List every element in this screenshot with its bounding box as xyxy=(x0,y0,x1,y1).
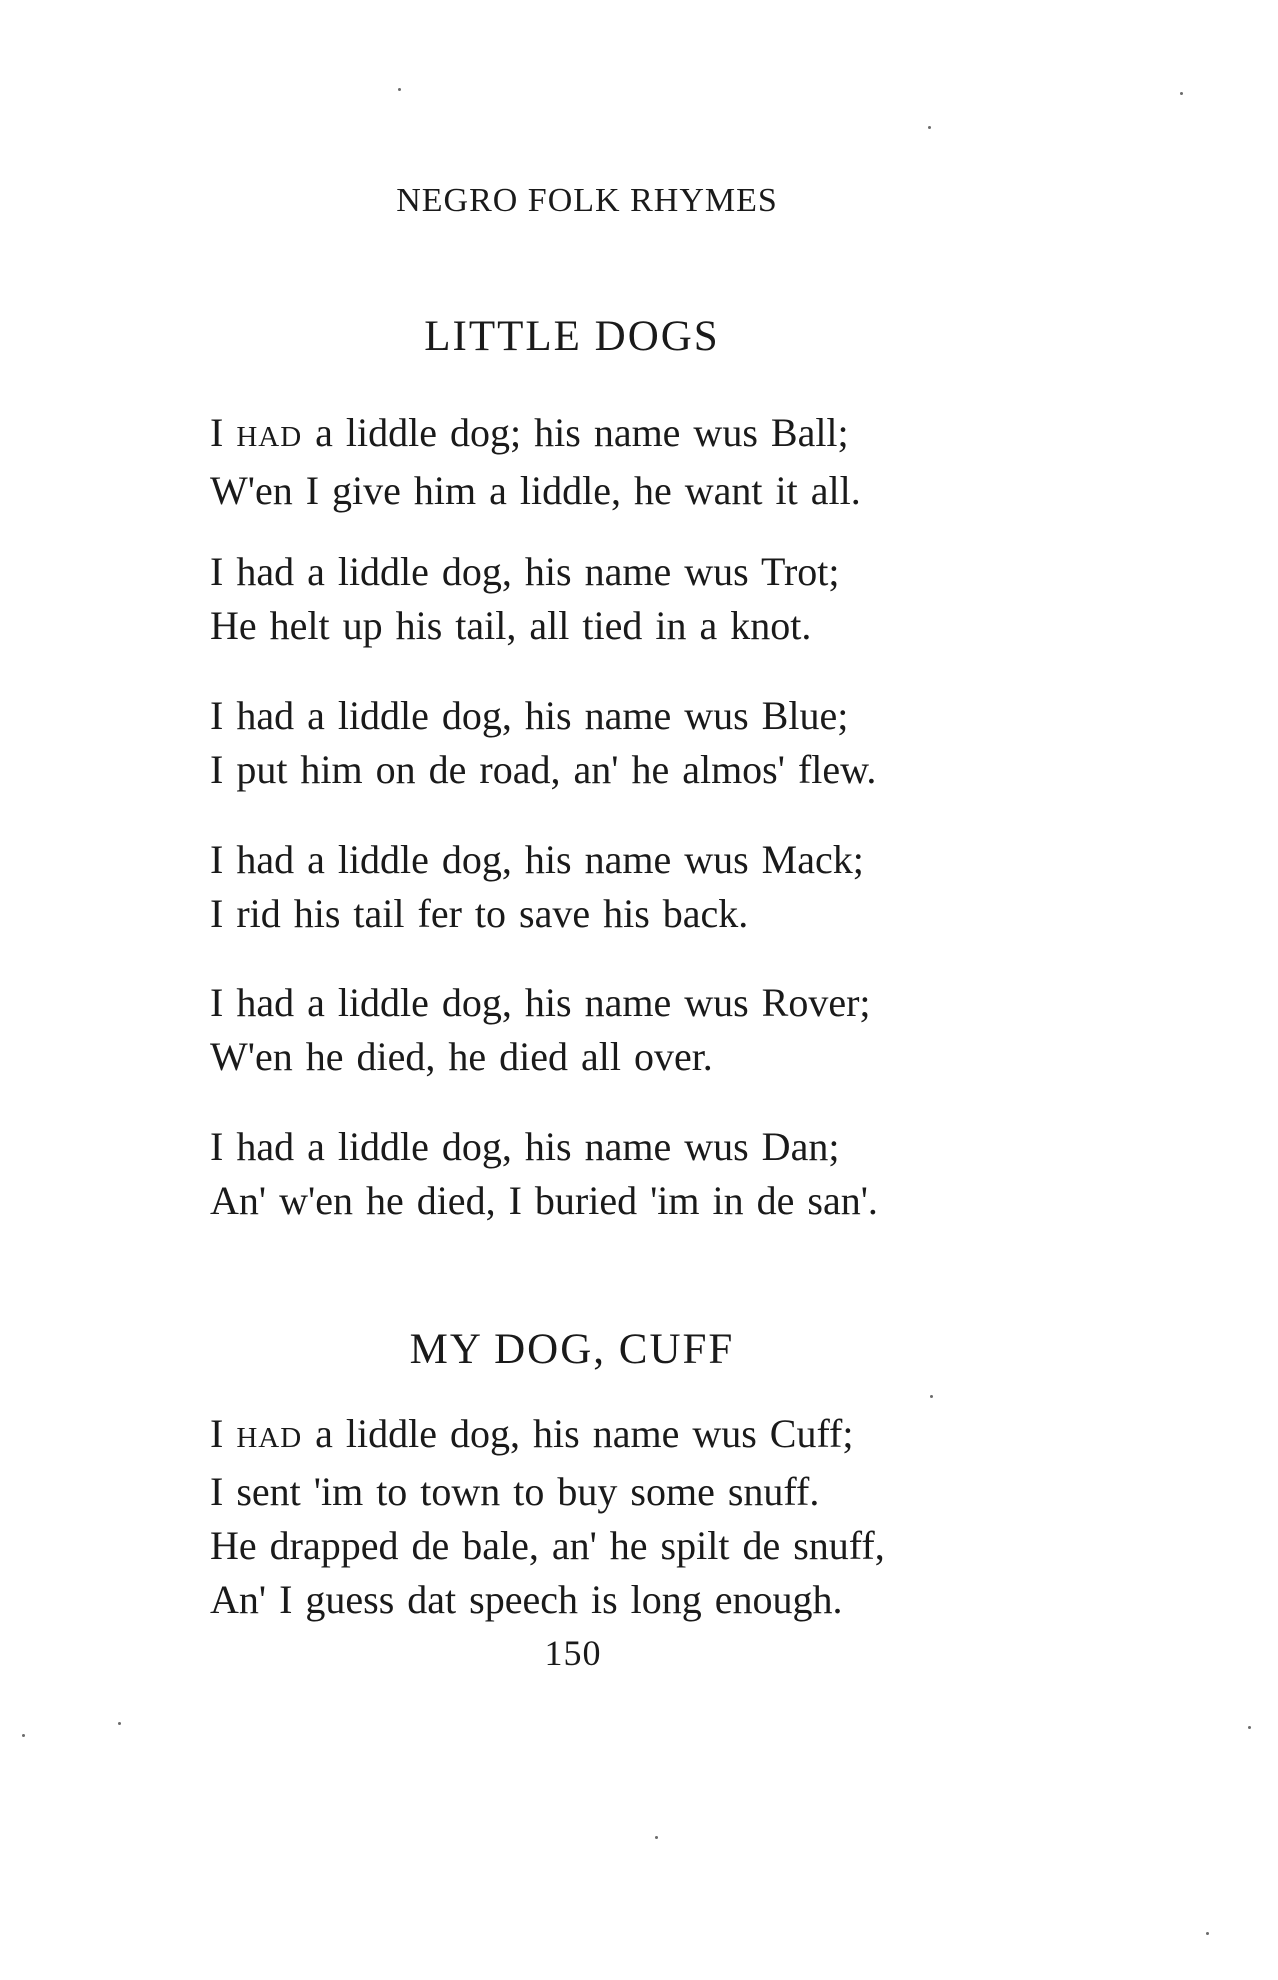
verse-line: I had a liddle dog, his name wus Mack; xyxy=(210,837,864,882)
scan-speck xyxy=(398,88,401,91)
scan-speck xyxy=(118,1722,121,1725)
stanza xyxy=(210,1407,1190,1627)
verse-line: I sent 'im to town to buy some snuff. xyxy=(210,1469,820,1514)
stanza xyxy=(210,545,1190,653)
verse-line: An' w'en he died, I buried 'im in de san'. xyxy=(210,1178,878,1223)
page-number: 150 xyxy=(544,1633,602,1673)
stanza xyxy=(210,406,1190,518)
scan-speck xyxy=(930,1395,933,1398)
verse-line xyxy=(210,1407,1190,1465)
poem-title-my-dog-cuff: MY DOG, CUFF xyxy=(409,1326,735,1373)
verse-line: I had a liddle dog, his name wus Dan; xyxy=(210,1124,840,1169)
stanza xyxy=(210,689,1190,797)
verse-line: I had a liddle dog, his name wus Blue; xyxy=(210,693,849,738)
scan-speck xyxy=(655,1836,658,1839)
small-caps-word: HAD xyxy=(236,1422,303,1454)
small-caps-word: HAD xyxy=(236,421,303,453)
verse-line: I had a liddle dog, his name wus Trot; xyxy=(210,549,840,594)
scan-speck xyxy=(1206,1932,1209,1935)
scan-speck xyxy=(22,1734,25,1737)
scan-speck xyxy=(928,126,931,129)
verse-text: a liddle dog; his name wus Ball; xyxy=(302,410,849,455)
verse-line: I had a liddle dog, his name wus Rover; xyxy=(210,980,871,1025)
verse-line: W'en I give him a liddle, he want it all. xyxy=(210,468,861,513)
verse-line: He helt up his tail, all tied in a knot. xyxy=(210,603,812,648)
scan-speck xyxy=(1248,1726,1251,1729)
scan-speck xyxy=(1180,92,1183,95)
verse-line xyxy=(210,406,1190,464)
verse-line: W'en he died, he died all over. xyxy=(210,1034,713,1079)
verse-line: He drapped de bale, an' he spilt de snuff, xyxy=(210,1523,885,1568)
verse-line: I rid his tail fer to save his back. xyxy=(210,891,749,936)
running-head: NEGRO FOLK RHYMES xyxy=(396,182,778,219)
verse-text: I xyxy=(210,410,237,455)
stanza xyxy=(210,976,1190,1084)
verse-line: I put him on de road, an' he almos' flew. xyxy=(210,747,877,792)
stanza xyxy=(210,833,1190,941)
verse-text: a liddle dog, his name wus Cuff; xyxy=(302,1411,854,1456)
stanza xyxy=(210,1120,1190,1228)
verse-line: An' I guess dat speech is long enough. xyxy=(210,1577,843,1622)
poem-title-little-dogs: LITTLE DOGS xyxy=(424,313,720,360)
verse-text: I xyxy=(210,1411,237,1456)
